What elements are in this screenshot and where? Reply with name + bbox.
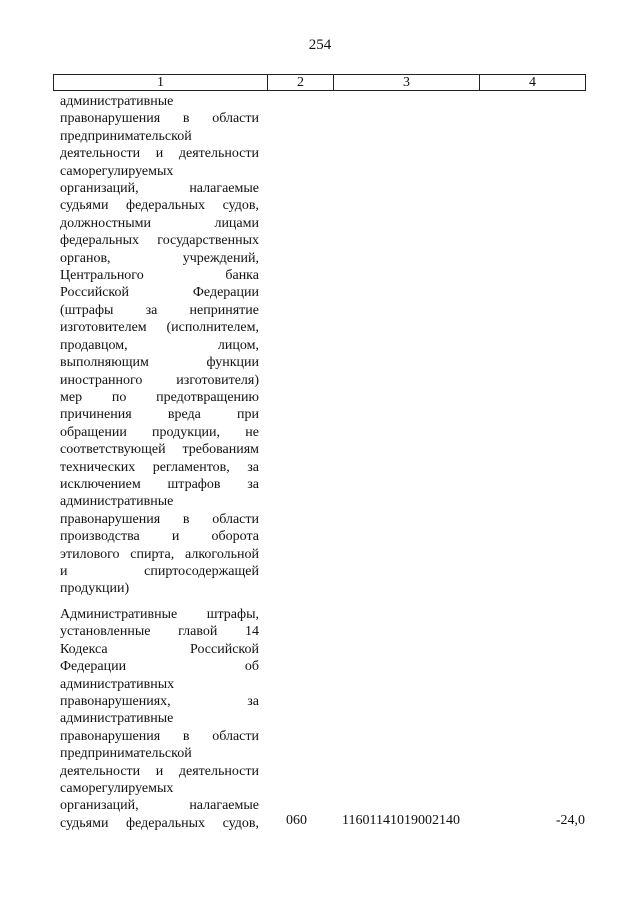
header-col-4: 4: [529, 74, 536, 90]
header-col-2: 2: [268, 75, 334, 90]
page-number: 254: [308, 37, 332, 53]
text-line: правонарушения в области: [60, 111, 259, 127]
text-line: деятельности и деятельности: [60, 146, 259, 162]
text-line: предпринимательской: [60, 128, 192, 144]
text-line: организаций, налагаемые: [60, 181, 259, 197]
text-line: Российской Федерации: [60, 285, 259, 301]
text-line: административные: [60, 94, 174, 109]
text-line: деятельности и деятельности: [60, 763, 259, 779]
text-line: мер по предотвращению: [60, 389, 259, 405]
header-col-1: 1: [54, 75, 268, 90]
text-line: продавцом, лицом,: [60, 337, 259, 353]
text-line: выполняющим функции: [60, 355, 259, 371]
amount-cell: -24,0: [555, 813, 585, 828]
text-line: судьями федеральных судов,: [60, 198, 259, 214]
admin-fines-description-text: [60, 606, 259, 832]
table-header-row: [53, 74, 586, 91]
text-line: причинения вреда при: [60, 407, 259, 423]
text-line: правонарушения в области: [60, 511, 259, 527]
text-line: продукции): [60, 581, 130, 597]
text-line: исключением штрафов за: [60, 476, 259, 492]
text-line: административных: [60, 676, 175, 692]
text-line: саморегулируемых: [60, 781, 174, 797]
continued-description-text: [60, 93, 259, 598]
text-line: саморегулируемых: [60, 163, 174, 179]
text-line: технических регламентов, за: [60, 459, 259, 475]
kbk-code-cell: 11601141019002140: [342, 813, 460, 828]
text-line: федеральных государственных: [60, 233, 259, 249]
text-line: судьями федеральных судов,: [60, 815, 259, 831]
text-line: правонарушениях, за: [60, 694, 259, 710]
text-line: организаций, налагаемые: [60, 798, 259, 814]
text-line: должностными лицами: [60, 215, 259, 231]
text-line: обращении продукции, не: [60, 424, 259, 440]
text-line: административные: [60, 711, 174, 727]
text-line: производства и оборота: [60, 529, 259, 545]
text-line: Административные штрафы,: [60, 607, 259, 622]
text-line: соответствующей требованиям: [60, 442, 259, 458]
text-line: правонарушения в области: [60, 728, 259, 744]
text-line: Кодекса Российской: [60, 641, 259, 657]
text-line: органов, учреждений,: [60, 250, 259, 266]
admin-code-cell: 060: [286, 813, 307, 828]
text-line: (штрафы за непринятие: [60, 302, 259, 318]
text-line: изготовителем (исполнителем,: [60, 320, 259, 336]
text-line: предпринимательской: [60, 746, 192, 762]
text-line: установленные главой 14: [60, 624, 259, 640]
text-line: иностранного изготовителя): [60, 372, 259, 388]
text-line: Центрального банка: [60, 268, 259, 284]
text-line: и спиртосодержащей: [60, 563, 259, 579]
text-line: административные: [60, 494, 174, 510]
text-line: этилового спирта, алкогольной: [60, 546, 259, 562]
header-col-3: 3: [334, 75, 480, 90]
text-line: Федерации об: [60, 659, 259, 675]
